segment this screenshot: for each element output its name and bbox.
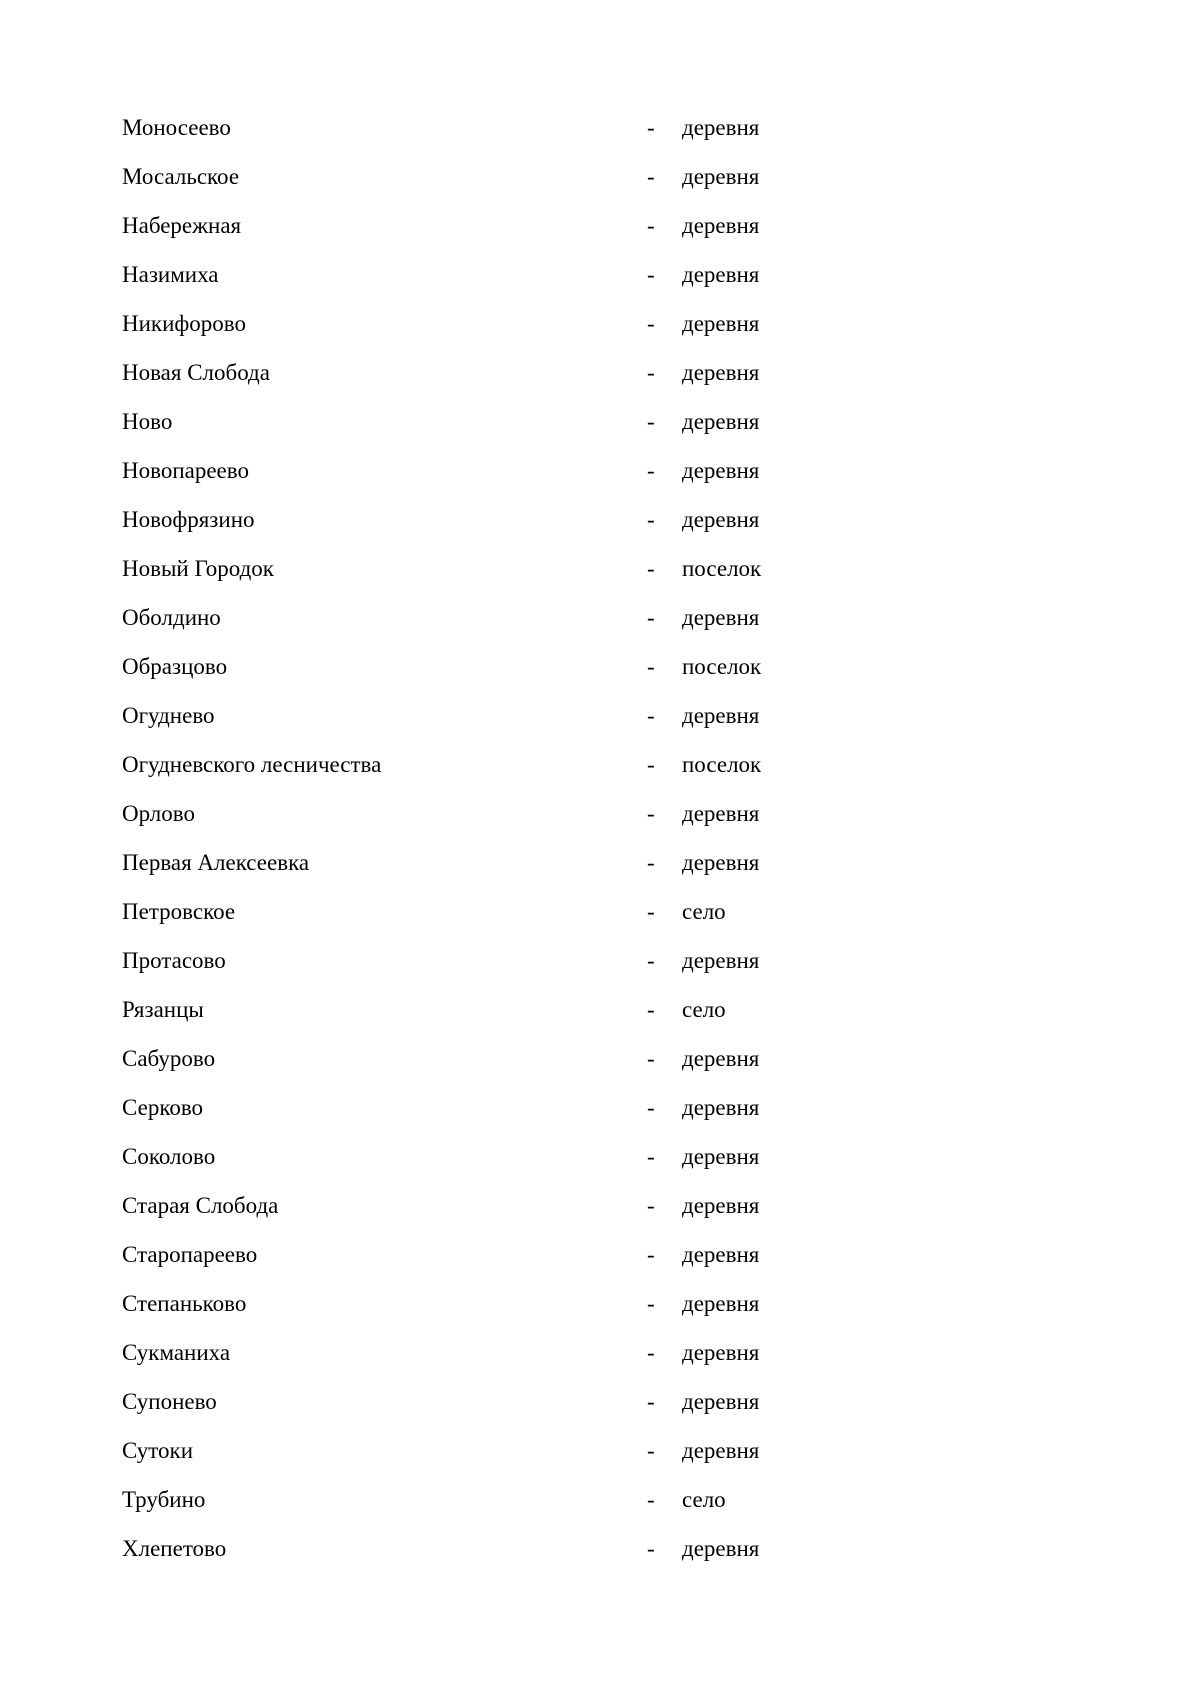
separator-dash: - [647, 899, 655, 924]
settlement-type: деревня [682, 507, 760, 532]
settlement-row [122, 841, 822, 890]
settlement-type: деревня [682, 311, 760, 336]
separator-dash: - [647, 115, 655, 140]
settlement-name: Огуднево [122, 703, 215, 728]
settlement-row [122, 155, 822, 204]
separator-dash: - [647, 1193, 655, 1218]
settlement-name: Первая Алексеевка [122, 850, 310, 875]
separator-dash: - [647, 1389, 655, 1414]
separator-dash: - [647, 1242, 655, 1267]
settlement-name: Огудневского лесничества [122, 752, 382, 777]
settlement-row [122, 939, 822, 988]
settlement-name: Новопареево [122, 458, 249, 483]
settlement-name: Петровское [122, 899, 236, 924]
settlement-type: село [682, 1487, 726, 1512]
separator-dash: - [647, 605, 655, 630]
settlement-name: Старопареево [122, 1242, 258, 1267]
separator-dash: - [647, 1340, 655, 1365]
settlement-name: Ново [122, 409, 173, 434]
settlement-type: деревня [682, 1291, 760, 1316]
settlement-row [122, 1233, 822, 1282]
settlement-name: Новая Слобода [122, 360, 270, 385]
settlement-row [122, 1184, 822, 1233]
settlement-type: деревня [682, 1046, 760, 1071]
settlement-type: поселок [682, 752, 762, 777]
separator-dash: - [647, 1536, 655, 1561]
settlement-type: село [682, 899, 726, 924]
settlement-row [122, 988, 822, 1037]
settlement-row [122, 253, 822, 302]
separator-dash: - [647, 409, 655, 434]
settlement-row [122, 1282, 822, 1331]
settlement-row [122, 1527, 822, 1576]
settlement-row [122, 400, 822, 449]
separator-dash: - [647, 556, 655, 581]
settlement-row [122, 792, 822, 841]
settlement-row [122, 498, 822, 547]
settlement-row [122, 449, 822, 498]
settlement-name: Сукманиха [122, 1340, 231, 1365]
separator-dash: - [647, 948, 655, 973]
settlement-row [122, 596, 822, 645]
settlement-type: деревня [682, 948, 760, 973]
settlement-name: Оболдино [122, 605, 221, 630]
separator-dash: - [647, 997, 655, 1022]
settlement-row [122, 547, 822, 596]
settlement-name: Образцово [122, 654, 228, 679]
separator-dash: - [647, 311, 655, 336]
settlement-name: Моносеево [122, 115, 231, 140]
settlement-type: деревня [682, 1144, 760, 1169]
settlement-type: деревня [682, 360, 760, 385]
separator-dash: - [647, 752, 655, 777]
settlement-type: деревня [682, 262, 760, 287]
settlement-type: деревня [682, 409, 760, 434]
settlement-row [122, 743, 822, 792]
settlement-row [122, 694, 822, 743]
settlement-name: Рязанцы [122, 997, 204, 1022]
settlement-name: Старая Слобода [122, 1193, 279, 1218]
settlement-type: поселок [682, 654, 762, 679]
settlement-list [122, 106, 822, 1576]
settlement-name: Орлово [122, 801, 195, 826]
settlement-name: Новофрязино [122, 507, 255, 532]
settlement-name: Никифорово [122, 311, 247, 336]
settlement-type: деревня [682, 801, 760, 826]
separator-dash: - [647, 1487, 655, 1512]
separator-dash: - [647, 1291, 655, 1316]
separator-dash: - [647, 262, 655, 287]
settlement-name: Сутоки [122, 1438, 193, 1463]
separator-dash: - [647, 458, 655, 483]
settlement-type: деревня [682, 1193, 760, 1218]
settlement-type: деревня [682, 1242, 760, 1267]
separator-dash: - [647, 360, 655, 385]
settlement-name: Соколово [122, 1144, 216, 1169]
settlement-row [122, 204, 822, 253]
settlement-row [122, 1380, 822, 1429]
separator-dash: - [647, 1095, 655, 1120]
settlement-type: деревня [682, 458, 760, 483]
separator-dash: - [647, 850, 655, 875]
settlement-row [122, 645, 822, 694]
settlement-type: поселок [682, 556, 762, 581]
settlement-name: Супонево [122, 1389, 217, 1414]
separator-dash: - [647, 801, 655, 826]
settlement-name: Назимиха [122, 262, 219, 287]
settlement-type: деревня [682, 1340, 760, 1365]
separator-dash: - [647, 1046, 655, 1071]
settlement-name: Хлепетово [122, 1536, 227, 1561]
settlement-type: деревня [682, 115, 760, 140]
settlement-type: деревня [682, 213, 760, 238]
settlement-name: Новый Городок [122, 556, 274, 581]
separator-dash: - [647, 1438, 655, 1463]
settlement-row [122, 1037, 822, 1086]
settlement-type: деревня [682, 1438, 760, 1463]
settlement-row [122, 890, 822, 939]
settlement-name: Протасово [122, 948, 226, 973]
settlement-row [122, 1086, 822, 1135]
settlement-row [122, 106, 822, 155]
settlement-type: деревня [682, 1536, 760, 1561]
separator-dash: - [647, 703, 655, 728]
settlement-name: Степаньково [122, 1291, 247, 1316]
separator-dash: - [647, 213, 655, 238]
settlement-row [122, 302, 822, 351]
settlement-type: село [682, 997, 726, 1022]
settlement-name: Мосальское [122, 164, 240, 189]
settlement-type: деревня [682, 703, 760, 728]
settlement-row [122, 1478, 822, 1527]
settlement-name: Трубино [122, 1487, 206, 1512]
settlement-type: деревня [682, 605, 760, 630]
settlement-name: Сабурово [122, 1046, 216, 1071]
settlement-row [122, 1429, 822, 1478]
separator-dash: - [647, 507, 655, 532]
settlement-type: деревня [682, 1389, 760, 1414]
settlement-row [122, 1331, 822, 1380]
settlement-name: Набережная [122, 213, 242, 238]
settlement-type: деревня [682, 1095, 760, 1120]
settlement-row [122, 1135, 822, 1184]
separator-dash: - [647, 654, 655, 679]
settlement-type: деревня [682, 850, 760, 875]
settlement-row [122, 351, 822, 400]
separator-dash: - [647, 1144, 655, 1169]
settlement-type: деревня [682, 164, 760, 189]
settlement-name: Серково [122, 1095, 204, 1120]
separator-dash: - [647, 164, 655, 189]
